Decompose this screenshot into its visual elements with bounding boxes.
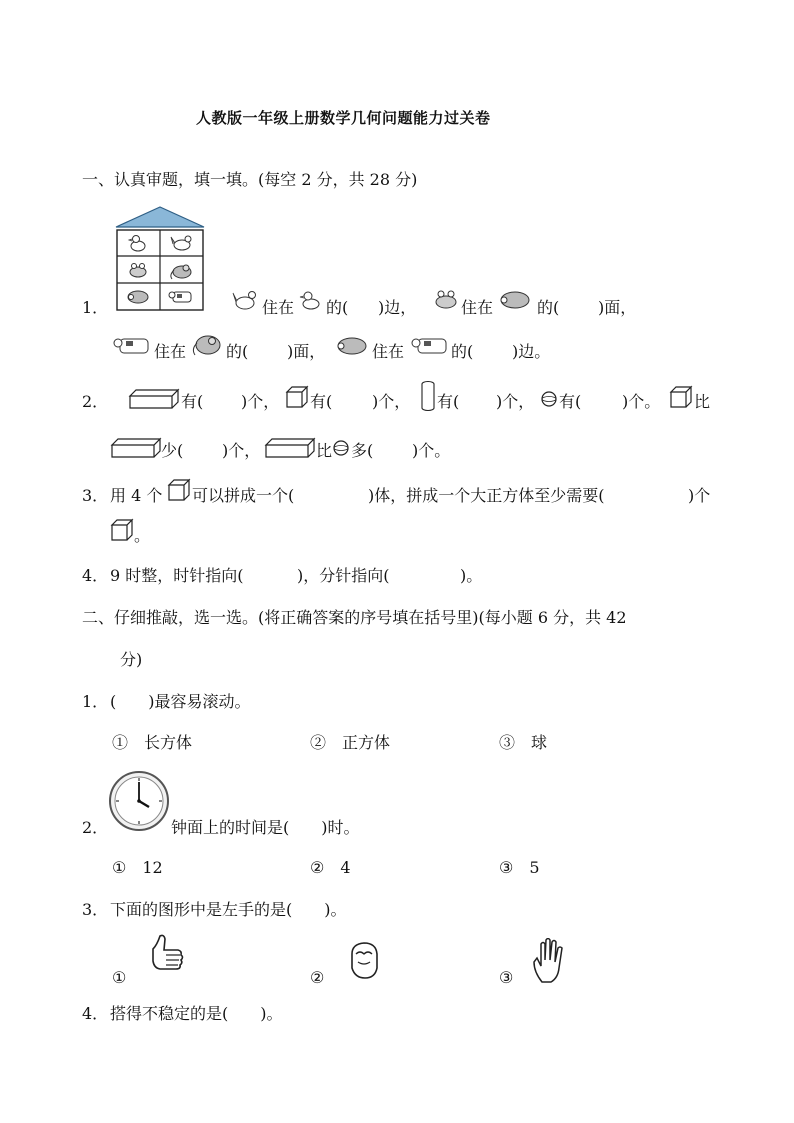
q2-2-number: 2． [82, 818, 109, 837]
q1-2-text-b5: )个。 [412, 441, 451, 460]
q2-3-option-1: ① [112, 968, 127, 987]
cuboid-icon [110, 437, 162, 459]
q1-1-text-d: 住在 [461, 298, 494, 317]
q1-2-text-e: 的( [451, 342, 474, 361]
clock-icon [108, 770, 170, 832]
pig-icon [128, 291, 148, 303]
q1-2-text-b3: 比 [316, 441, 333, 460]
section-1-heading: 一、认真审题，填一填。(每空 2 分，共 28 分) [82, 170, 418, 189]
q1-2-text-a4: )个， [372, 392, 411, 411]
q1-3-number: 3． [82, 486, 109, 505]
q1-2-text-a2: )个， [241, 392, 280, 411]
q2-2-option-2: ② 4 [310, 858, 351, 877]
q1-1-line-1 [82, 298, 108, 318]
fist-hand-icon [346, 940, 382, 982]
pig-icon [497, 288, 533, 312]
cube-icon [285, 385, 309, 409]
q2-4-number: 4． [82, 1004, 109, 1023]
q1-2-text-a5: 有( [437, 392, 460, 411]
q2-2-text: 钟面上的时间是( )时。 [171, 818, 360, 837]
sphere-icon [540, 390, 558, 408]
elephant-icon [190, 331, 224, 359]
q1-2-text-a: 住在 [154, 342, 187, 361]
page-title: 人教版一年级上册数学几何问题能力过关卷 [196, 109, 491, 127]
q1-2-text-a9: 比 [694, 392, 711, 411]
q2-3-text: 下面的图形中是左手的是( )。 [110, 900, 347, 919]
q2-1-option-3: ③ 球 [499, 733, 548, 752]
q1-4-number: 4． [82, 566, 109, 585]
cow-icon [112, 333, 152, 359]
q1-1-text-a: 住在 [262, 298, 295, 317]
q1-3-text-a3: )体，拼成一个大正方体至少需要( [368, 486, 605, 505]
q1-2-text-a8: )个。 [622, 392, 661, 411]
section-2-heading-line-2: 分) [120, 650, 143, 669]
cylinder-icon [420, 380, 436, 412]
q1-1-text-f: )面， [598, 298, 637, 317]
q1-1-text-b: 的( [326, 298, 349, 317]
section-2-heading-line-1: 二、仔细推敲，选一选。(将正确答案的序号填在括号里)(每小题 6 分，共 42 [82, 608, 627, 627]
q1-3-text-a1: 用 4 个 [110, 486, 163, 505]
q1-3-text-a2: 可以拼成一个( [192, 486, 295, 505]
cube-icon [167, 478, 191, 502]
q2-4-text: 搭得不稳定的是( )。 [110, 1004, 283, 1023]
question-number: 1． [82, 298, 109, 317]
cuboid-icon [128, 388, 180, 410]
q2-1-text: ( )最容易滚动。 [110, 692, 251, 711]
q1-2-text-c: )面， [287, 342, 326, 361]
q1-2-number: 2． [82, 392, 109, 411]
q2-1-number: 1． [82, 692, 109, 711]
rooster-icon [232, 288, 260, 312]
frog-icon [432, 287, 460, 311]
q1-1-text-c: )边， [378, 298, 417, 317]
q1-2-text-b2: )个， [222, 441, 261, 460]
q1-2-text-a7: 有( [559, 392, 582, 411]
cow-icon [410, 333, 450, 359]
q1-2-text-a1: 有( [181, 392, 204, 411]
sphere-icon [332, 439, 350, 457]
q2-2-option-1: ① 12 [112, 858, 163, 877]
duck-icon [298, 288, 322, 312]
cube-icon [669, 385, 693, 409]
q1-2-text-b4: 多( [351, 441, 374, 460]
q1-2-text-d: 住在 [372, 342, 405, 361]
q2-3-option-3: ③ [499, 968, 514, 987]
q1-4-text-1: 9 时整，时针指向( [110, 566, 244, 585]
q1-4-text-2: )，分针指向( [297, 566, 390, 585]
q1-2-text-f: )边。 [512, 342, 551, 361]
animal-house-illustration [112, 205, 208, 313]
q1-2-text-b: 的( [226, 342, 249, 361]
q1-2-text-a6: )个， [496, 392, 535, 411]
q1-3-text-a4: )个 [688, 486, 711, 505]
q2-3-option-2: ② [310, 968, 325, 987]
open-hand-icon [532, 938, 568, 984]
thumbs-up-hand-icon [146, 932, 186, 976]
q1-4-text-3: )。 [460, 566, 483, 585]
q1-2-text-a3: 有( [310, 392, 333, 411]
cube-icon [110, 518, 134, 542]
pig-icon [333, 333, 371, 359]
cuboid-icon [264, 437, 316, 459]
q2-1-option-1: ① 长方体 [112, 733, 193, 752]
q1-3-text-b1: 。 [134, 526, 151, 545]
q1-2-text-b1: 少( [161, 441, 184, 460]
q2-1-option-2: ② 正方体 [310, 733, 391, 752]
q2-3-number: 3． [82, 900, 109, 919]
q1-1-text-e: 的( [537, 298, 560, 317]
q2-2-option-3: ③ 5 [499, 858, 540, 877]
